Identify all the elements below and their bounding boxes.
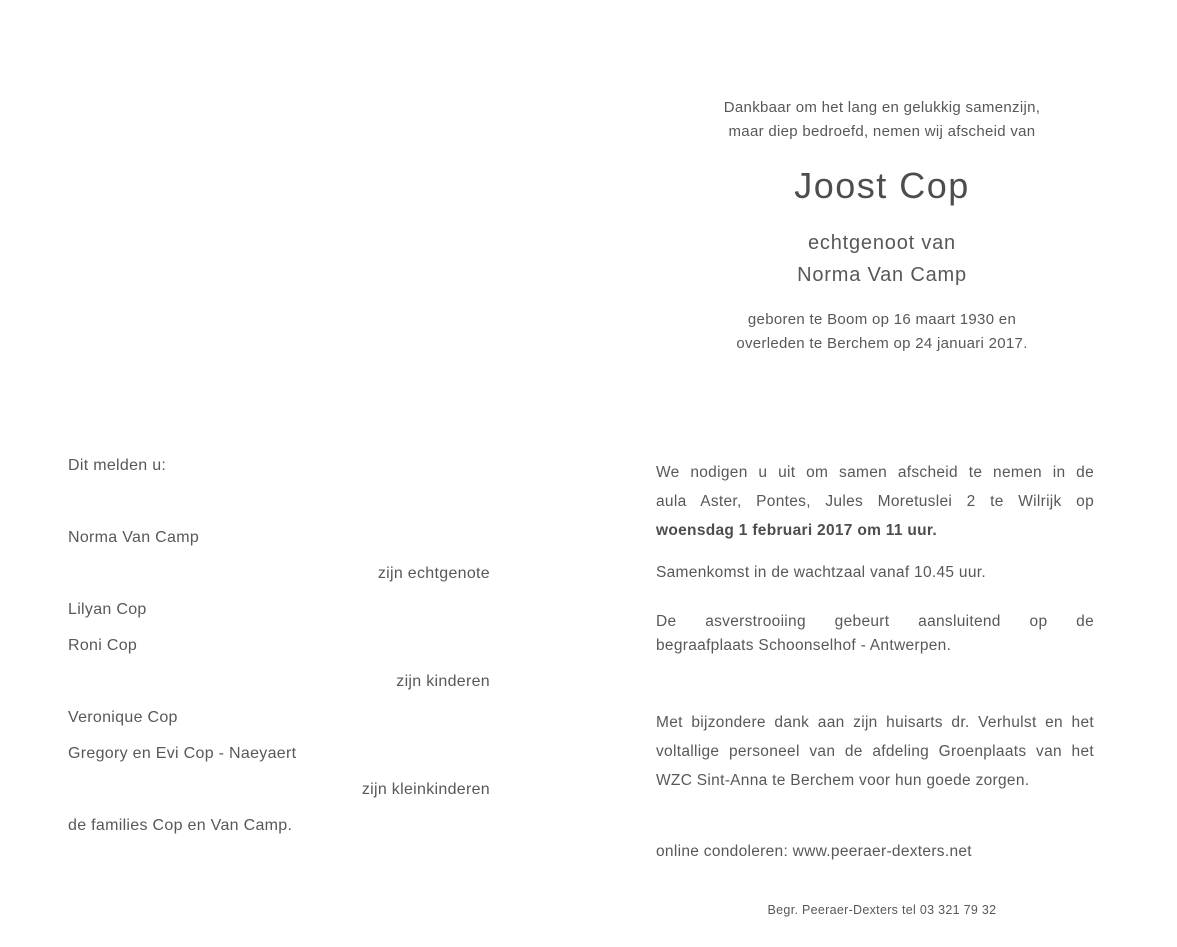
family-member: Veronique Cop — [68, 709, 178, 726]
ash-scattering-info — [656, 610, 1094, 658]
opening-line-2: maar diep bedroefd, nemen wij afscheid van — [728, 123, 1036, 140]
birth-line: geboren te Boom op 16 maart 1930 en — [747, 311, 1017, 328]
acknowledgement-line-1: Met bijzondere dank aan zijn huisarts dr. Verhulst en het — [656, 714, 1094, 731]
spouse-name: Norma Van Camp — [797, 264, 967, 286]
relation-label-spouse: zijn echtgenote — [377, 565, 490, 582]
ceremony-datetime: woensdag 1 februari 2017 om 11 uur. — [656, 522, 937, 539]
ceremony-invitation — [656, 458, 1094, 545]
scattering-line-1: De asverstrooiing gebeurt aansluitend op de — [656, 613, 1094, 630]
family-member: Norma Van Camp — [68, 529, 200, 546]
spouse-block — [604, 227, 1160, 291]
family-heading: Dit melden u: — [68, 457, 167, 474]
family-member: Roni Cop — [68, 637, 138, 654]
acknowledgement-line-2: voltallige personeel van de afdeling Groenplaats van het — [656, 743, 1094, 760]
opening-line-1: Dankbaar om het lang en gelukkig samenzijn, — [723, 99, 1041, 116]
family-closing: de families Cop en Van Camp. — [68, 817, 293, 834]
condolence-url: online condoleren: www.peeraer-dexters.net — [656, 843, 972, 860]
acknowledgement-line-3: WZC Sint-Anna te Berchem voor hun goede zorgen. — [656, 772, 1030, 789]
relation-label-grandchildren: zijn kleinkinderen — [361, 781, 490, 798]
invitation-line-2: aula Aster, Pontes, Jules Moretuslei 2 te Wilrijk op — [656, 493, 1094, 510]
family-announcement — [68, 456, 490, 852]
funeral-home-contact: Begr. Peeraer-Dexters tel 03 321 79 32 — [767, 903, 997, 917]
family-member: Gregory en Evi Cop - Naeyaert — [68, 745, 297, 762]
deceased-name: Joost Cop — [794, 165, 970, 206]
relation-title: echtgenoot van — [808, 232, 956, 254]
acknowledgement — [656, 708, 1094, 795]
scattering-line-2: begraafplaats Schoonselhof - Antwerpen. — [656, 637, 952, 654]
death-line: overleden te Berchem op 24 januari 2017. — [736, 335, 1028, 352]
opening-text — [604, 96, 1160, 144]
gathering-info: Samenkomst in de wachtzaal vanaf 10.45 uur. — [656, 564, 986, 581]
family-member: Lilyan Cop — [68, 601, 147, 618]
relation-label-children: zijn kinderen — [396, 673, 490, 690]
birth-death-dates — [604, 308, 1160, 356]
invitation-line-1: We nodigen u uit om samen afscheid te nemen in de — [656, 464, 1094, 481]
